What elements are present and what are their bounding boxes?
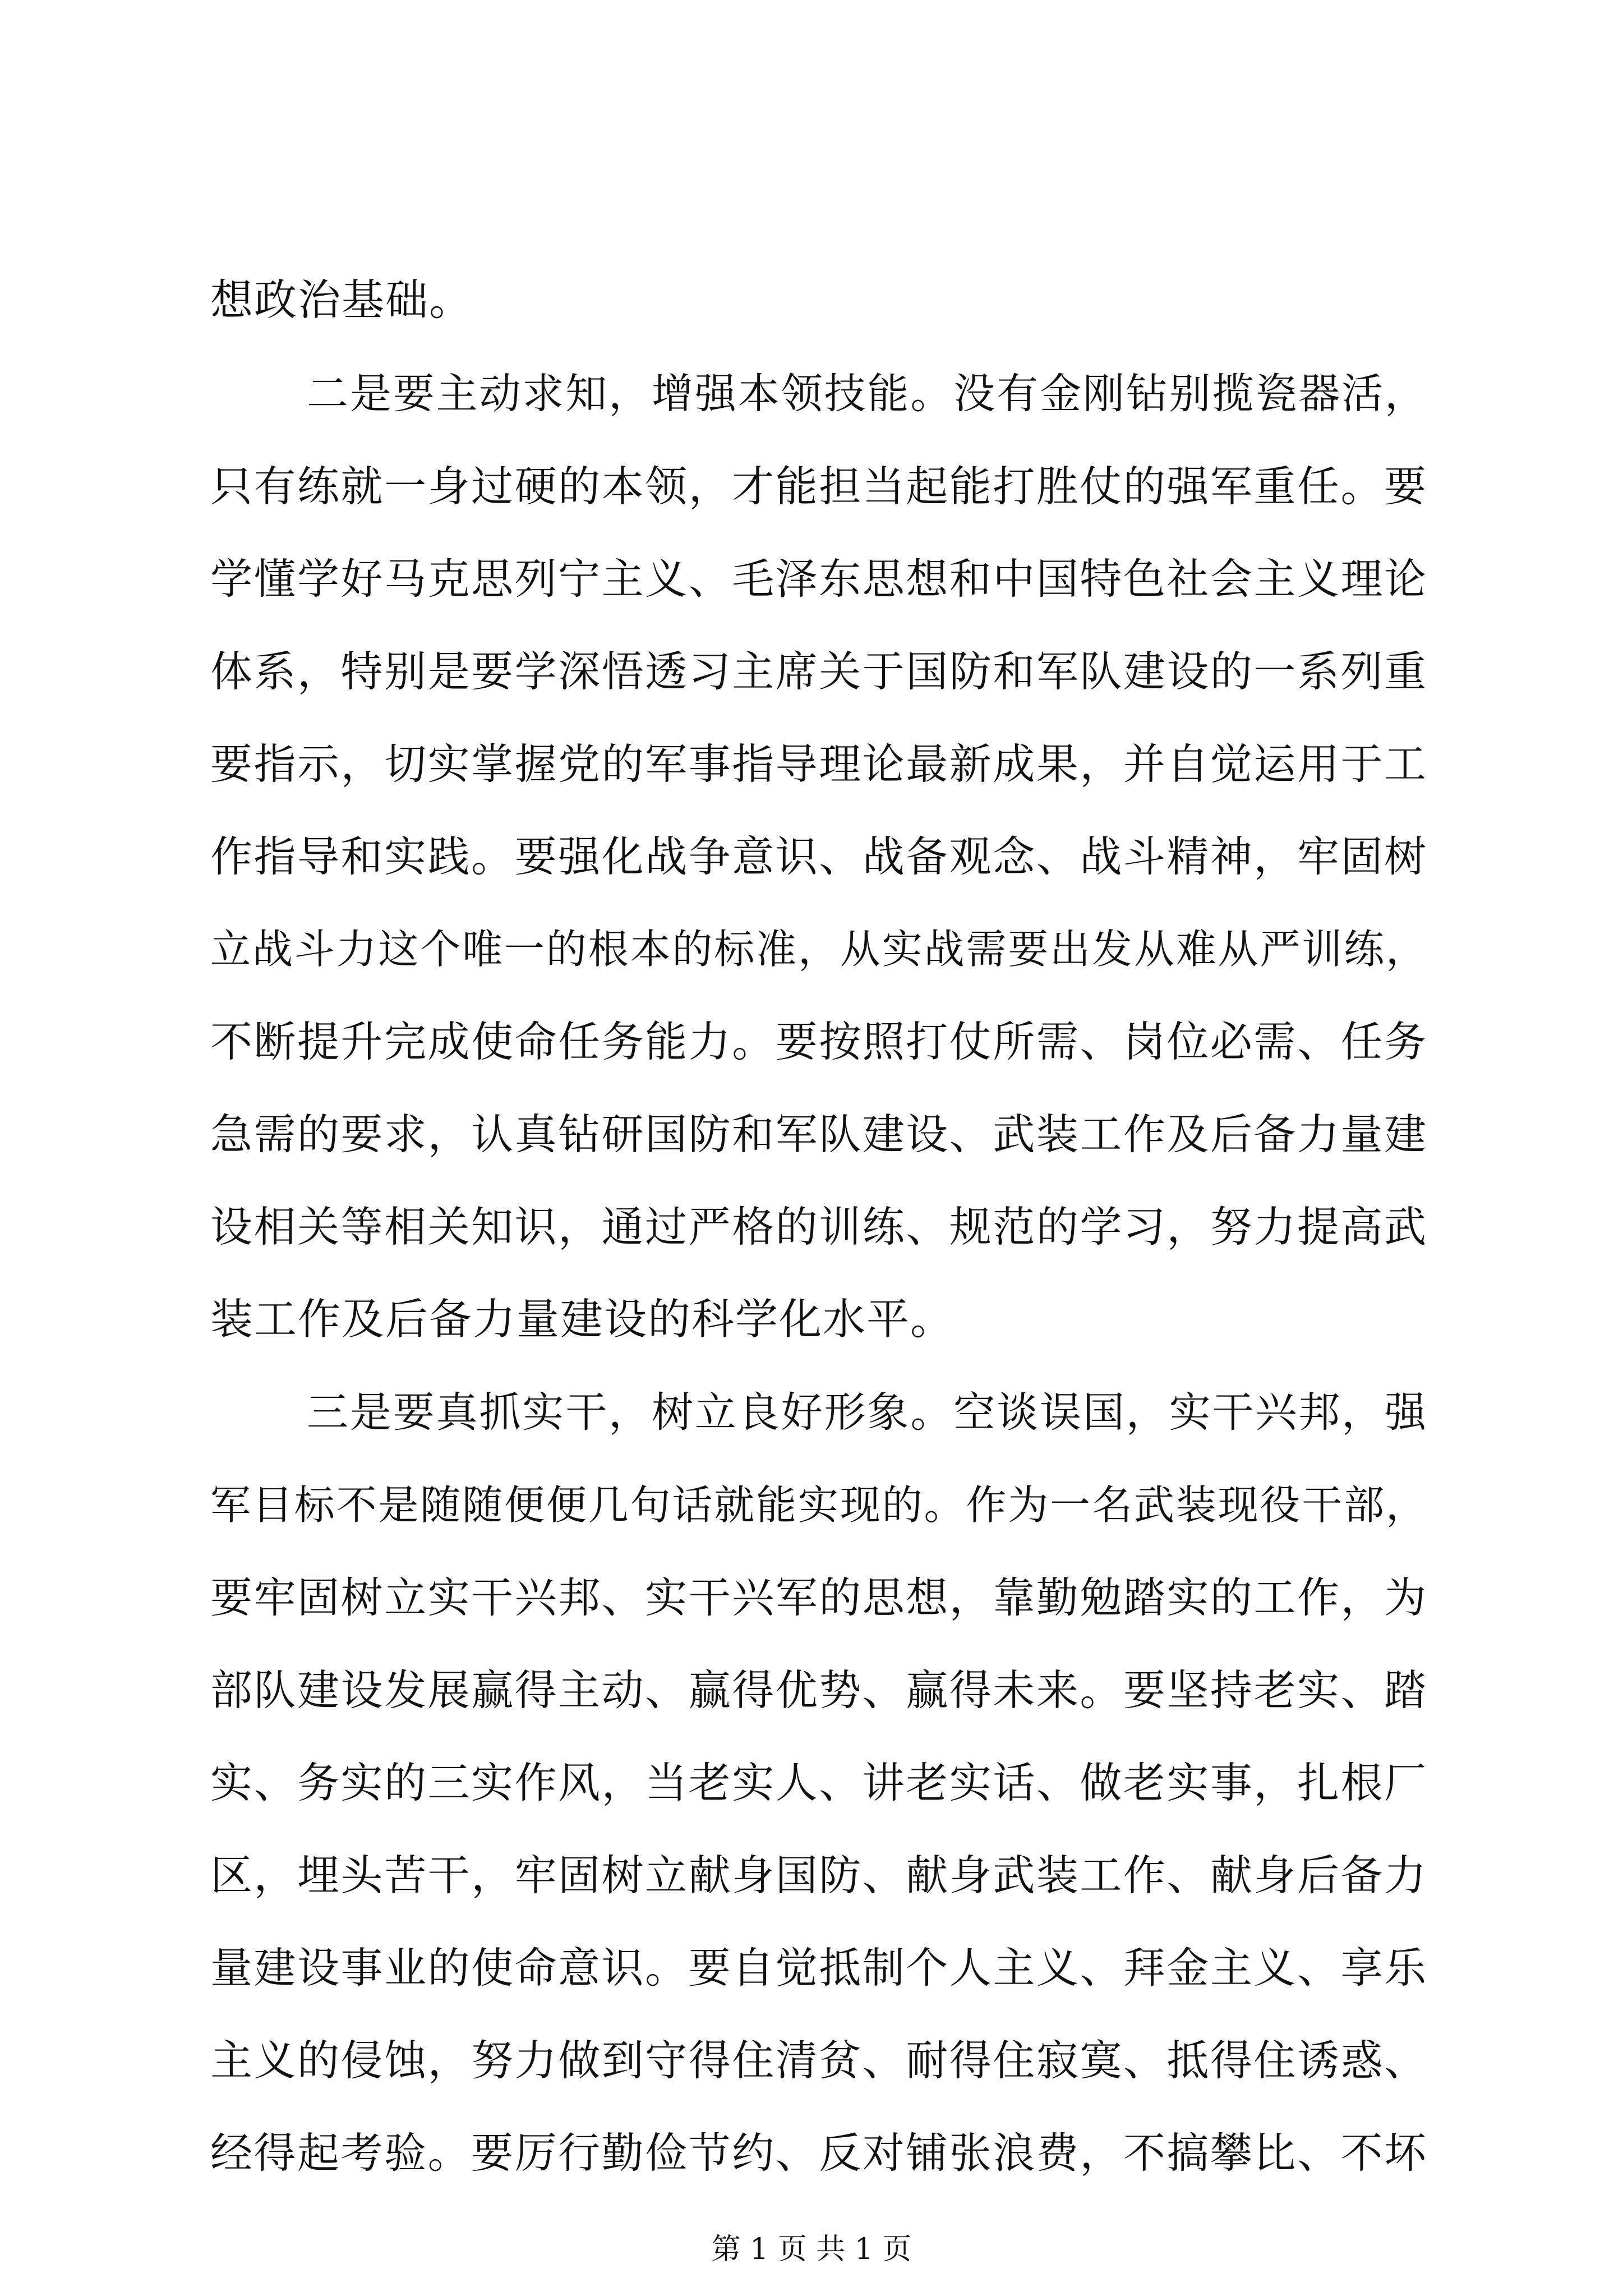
- paragraph-line: 不断提升完成使命任务能力。要按照打仗所需、岗位必需、任务: [210, 1017, 1427, 1066]
- paragraph-line: 经得起考验。要厉行勤俭节约、反对铺张浪费，不搞攀比、不坏: [210, 2128, 1427, 2178]
- paragraph-line: 主义的侵蚀，努力做到守得住清贫、耐得住寂寞、抵得住诱惑、: [210, 2036, 1427, 2085]
- paragraph-line: 实、务实的三实作风，当老实人、讲老实话、做老实事，扎根厂: [210, 1758, 1427, 1807]
- paragraph-line: 立战斗力这个唯一的根本的标准，从实战需要出发从难从严训练，: [210, 926, 1427, 973]
- paragraph-line: 只有练就一身过硬的本领，才能担当起能打胜仗的强军重任。要: [210, 462, 1427, 511]
- paragraph-line: 作指导和实践。要强化战争意识、战备观念、战斗精神，牢固树: [210, 832, 1427, 881]
- page-footer: 第 1 页 共 1 页: [711, 2233, 912, 2266]
- paragraph-line: 要指示，切实掌握党的军事指导理论最新成果，并自觉运用于工: [210, 739, 1427, 789]
- paragraph-line: 三是要真抓实干，树立良好形象。空谈误国，实干兴邦，强: [307, 1388, 1427, 1437]
- paragraph-line: 体系，特别是要学深悟透习主席关于国防和军队建设的一系列重: [210, 647, 1427, 696]
- paragraph-line: 装工作及后备力量建设的科学化水平。: [210, 1294, 954, 1344]
- paragraph-line: 想政治基础。: [210, 275, 473, 325]
- paragraph-line: 部队建设发展赢得主动、赢得优势、赢得未来。要坚持老实、踏: [210, 1665, 1427, 1715]
- paragraph-line: 急需的要求，认真钻研国防和军队建设、武装工作及后备力量建: [210, 1110, 1427, 1159]
- paragraph-line: 设相关等相关知识，通过严格的训练、规范的学习，努力提高武: [210, 1202, 1427, 1251]
- paragraph-line: 区，埋头苦干，牢固树立献身国防、献身武装工作、献身后备力: [210, 1851, 1427, 1900]
- paragraph-line: 学懂学好马克思列宁主义、毛泽东思想和中国特色社会主义理论: [210, 554, 1427, 604]
- paragraph-line: 军目标不是随随便便几句话就能实现的。作为一名武装现役干部，: [210, 1481, 1427, 1529]
- paragraph-line: 要牢固树立实干兴邦、实干兴军的思想，靠勤勉踏实的工作，为: [210, 1573, 1427, 1622]
- paragraph-line: 量建设事业的使命意识。要自觉抵制个人主义、拜金主义、享乐: [210, 1943, 1427, 1993]
- paragraph-line: 二是要主动求知，增强本领技能。没有金刚钻别揽瓷器活，: [307, 370, 1427, 418]
